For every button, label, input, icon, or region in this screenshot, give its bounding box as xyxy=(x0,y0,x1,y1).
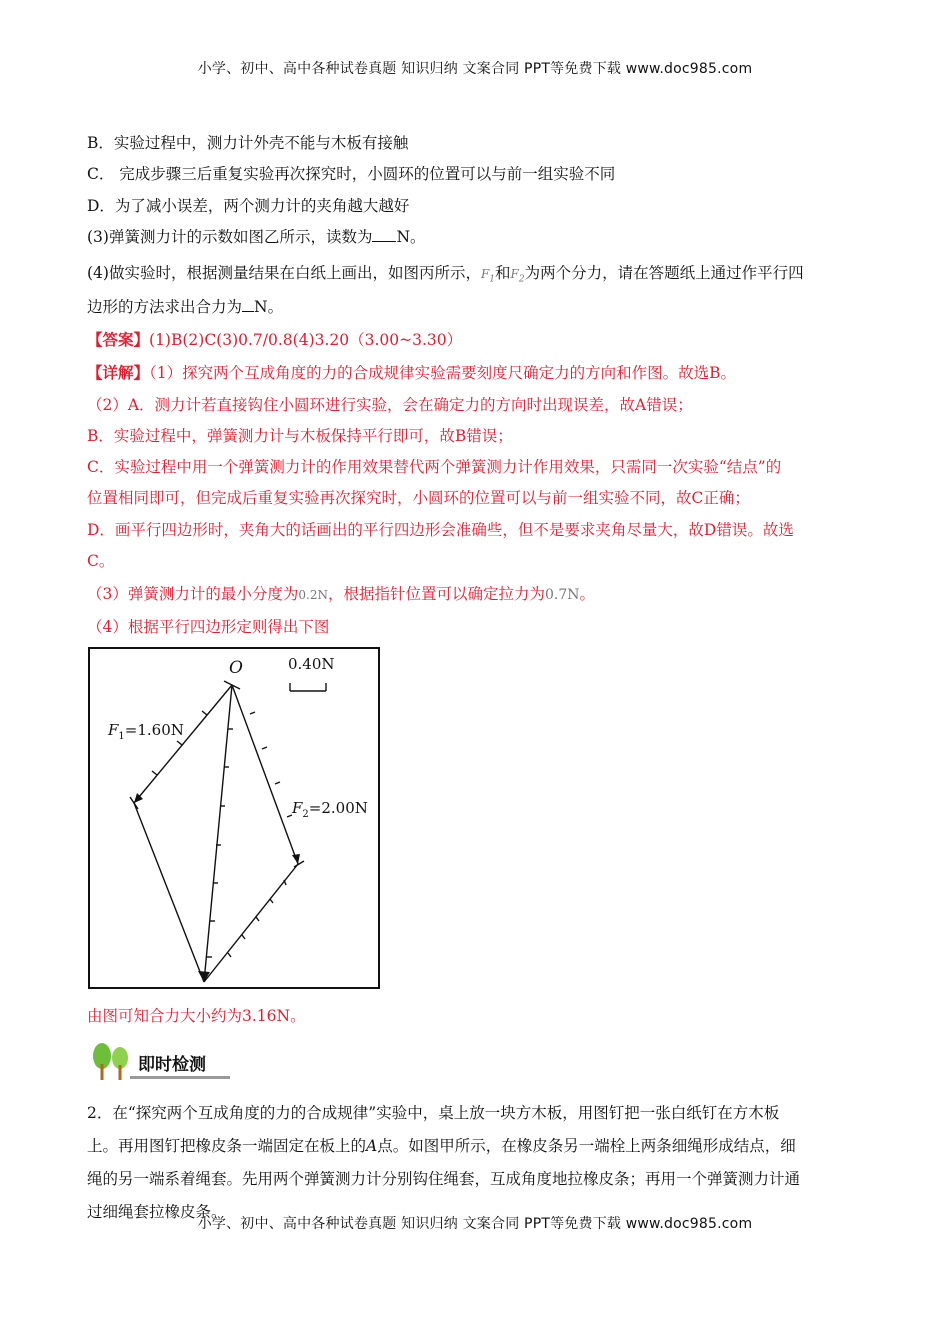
f2-ticks xyxy=(250,712,292,817)
question-3 xyxy=(87,226,426,248)
f2-vector xyxy=(232,685,298,864)
detail-p6 xyxy=(87,583,595,606)
f2-end-mark xyxy=(294,861,304,867)
question-2-line3: 绳的另一端系着绳套。先用两个弹簧测力计分别钩住绳套，互成角度地拉橡皮条；再用一个弹簧测力计通 xyxy=(87,1170,801,1188)
resultant-vector xyxy=(204,685,232,982)
detail-p6-mid: ，根据指针位置可以确定拉力为 xyxy=(327,585,545,603)
parallelogram-figure xyxy=(88,647,380,989)
resultant-ticks xyxy=(207,729,233,957)
question-4-text-tail: 为两个分力，请在答题纸上通过作平行四 xyxy=(524,264,804,282)
question-2-line2: 上。再用图钉把橡皮条一端固定在板上的A点。如图甲所示，在橡皮条另一端栓上两条细绳形成结点，细 xyxy=(87,1137,796,1155)
question-2-line4: 过细绳套拉橡皮条。 xyxy=(87,1203,227,1221)
f1-vector xyxy=(134,685,232,803)
question-4-line2 xyxy=(87,296,283,318)
question-4-line1 xyxy=(87,262,804,290)
detail-p5a: D．画平行四边形时，夹角大的话画出的平行四边形会准确些，但不是要求夹角尽量大，故D错误。故选 xyxy=(87,521,794,539)
detail-p1 xyxy=(87,362,736,384)
f2-symbol: $F_2$ xyxy=(510,267,525,285)
page-header: 小学、初中、高中各种试卷真题 知识归纳 文案合同 PPT等免费下载 www.doc985.com xyxy=(197,61,753,77)
min-division-value: 0.2N xyxy=(298,588,328,602)
pull-force-value: 0.7N xyxy=(544,587,580,603)
parallelogram-side-1 xyxy=(134,803,204,982)
question-2 xyxy=(87,1097,865,1229)
f1-label: $F_1=1.60N$ xyxy=(108,721,184,742)
origin-label: O xyxy=(229,658,243,678)
detail-p7: （4）根据平行四边形定则得出下图 xyxy=(87,618,330,636)
page-footer: 小学、初中、高中各种试卷真题 知识归纳 文案合同 PPT等免费下载 www.doc985.com xyxy=(197,1216,753,1232)
f1-symbol: $F_1$ xyxy=(480,267,496,285)
answer-blank xyxy=(242,297,254,312)
option-d: D．为了减小误差，两个测力计的夹角越大越好 xyxy=(87,197,410,215)
question-4-line2-text: 边形的方法求出合力为 xyxy=(87,298,243,316)
answer-line xyxy=(87,329,462,351)
side-ticks xyxy=(228,880,286,957)
question-3-unit: N。 xyxy=(396,228,426,246)
question-2-line1: 2．在“探究两个互成角度的力的合成规律”实验中，桌上放一块方木板，用图钉把一张白纸钉在方木板 xyxy=(87,1104,780,1122)
option-c: C． 完成步骤三后重复实验再次探究时，小圆环的位置可以与前一组实验不同 xyxy=(87,165,616,183)
detail-p2: （2）A．测力计若直接钩住小圆环进行实验，会在确定力的方向时出现误差，故A错误； xyxy=(87,396,693,414)
section-badge xyxy=(88,1042,230,1082)
detail-p6-text: （3）弹簧测力计的最小分度为 xyxy=(87,585,299,603)
and-text: 和 xyxy=(495,264,511,282)
detail-label: 【详解】 xyxy=(87,363,150,382)
detail-text: （1）探究两个互成角度的力的合成规律实验需要刻度尺确定力的方向和作图。故选B。 xyxy=(149,364,737,382)
detail-p3: B．实验过程中，弹簧测力计与木板保持平行即可，故B错误； xyxy=(87,427,513,445)
detail-p6-end: 。 xyxy=(579,585,596,603)
parallelogram-side-2 xyxy=(204,864,298,982)
question-4-text: (4)做实验时，根据测量结果在白纸上画出，如图丙所示， xyxy=(87,264,481,282)
detail-p5b: C。 xyxy=(87,552,115,570)
conclusion: 由图可知合力大小约为3.16N。 xyxy=(87,1007,306,1025)
scale-label: 0.40N xyxy=(288,655,335,673)
question-3-text: (3)弹簧测力计的示数如图乙所示，读数为 xyxy=(87,228,373,246)
detail-p4a: C．实验过程中用一个弹簧测力计的作用效果替代两个弹簧测力计作用效果，只需同一次实验“结点”的 xyxy=(87,458,782,476)
section-underline xyxy=(130,1076,230,1079)
detail-p4b: 位置相同即可，但完成后重复实验再次探究时，小圆环的位置可以与前一组实验不同，故C正确； xyxy=(87,489,750,507)
f2-label: $F_2=2.00N$ xyxy=(292,799,368,820)
answer-blank xyxy=(372,227,396,242)
answer-text: (1)B(2)C(3)0.7/0.8(4)3.20（3.00~3.30） xyxy=(149,331,463,349)
section-title: 即时检测 xyxy=(138,1055,206,1075)
option-b: B．实验过程中，测力计外壳不能与木板有接触 xyxy=(87,134,409,152)
question-4-unit: N。 xyxy=(254,298,284,316)
answer-label: 【答案】 xyxy=(87,330,150,349)
f2-arrowhead xyxy=(292,854,300,864)
tree-icon xyxy=(88,1042,136,1082)
